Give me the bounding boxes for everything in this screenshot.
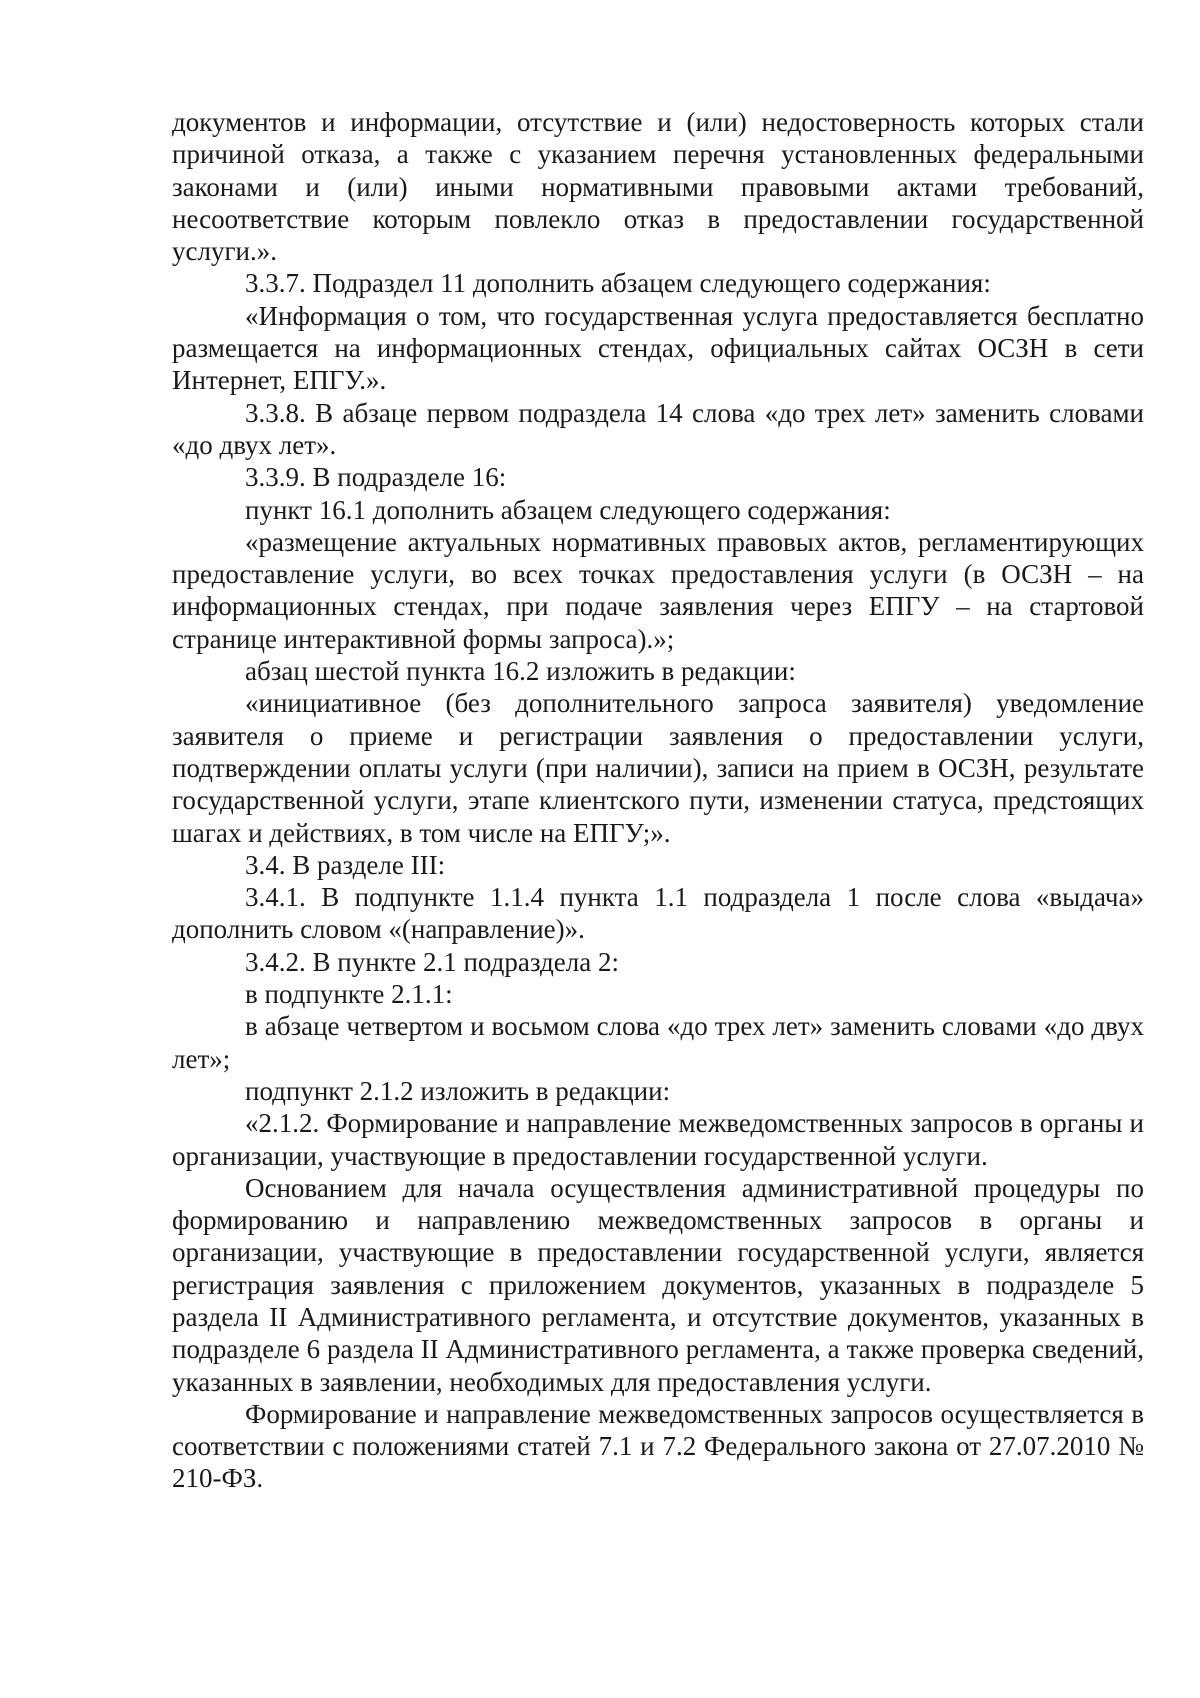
paragraph-placement-acts: «размещение актуальных нормативных правовых актов, регламентирующих предоставление услуги, во всех точках предоставления услуги (в ОСЗН – на информационных стендах, при подаче заявления через ЕПГУ – на стартовой странице интерактивной формы запроса).»; <box>172 526 1144 654</box>
paragraph-continuation: документов и информации, отсутствие и (или) недостоверность которых стали причиной отказа, а также с указанием перечня установленных федеральными законами и (или) иными нормативными правовыми актами требований, несоответствие которым повлекло отказ в предоставлении государственной услуги.». <box>172 107 1144 267</box>
paragraph-point-16-1: пункт 16.1 дополнить абзацем следующего содержания: <box>245 494 891 525</box>
paragraph-3-3-9: 3.3.9. В подразделе 16: <box>245 462 507 493</box>
paragraph-notification: «инициативное (без дополнительного запроса заявителя) уведомление заявителя о приеме и регистрации заявления о предоставлении услуги, подтверждении оплаты услуги (при наличии), записи на прием в ОСЗН, результате государственной услуги, этапе клиентского пути, изменении статуса, предстоящих шагах и действиях, в том числе на ЕПГУ;». <box>172 688 1144 848</box>
paragraph-3-3-7: 3.3.7. Подраздел 11 дополнить абзацем следующего содержания: <box>245 268 991 299</box>
paragraph-2-1-2-heading: «2.1.2. Формирование и направление межведомственных запросов в органы и организации, участвующие в предоставлении государственной услуги. <box>172 1108 1144 1171</box>
document-page <box>172 106 1144 1495</box>
paragraph-subpoint-2-1-1: в подпункте 2.1.1: <box>245 979 453 1010</box>
paragraph-3-4-2: 3.4.2. В пункте 2.1 подраздела 2: <box>245 946 619 977</box>
paragraph-basis-procedure: Основанием для начала осуществления административной процедуры по формированию и направлению межведомственных запросов в органы и организации, участвующие в предоставлении государственной услуги, является регистрация заявления с приложением документов, указанных в подразделе 5 раздела II Административного регламента, и отсутствие документов, указанных в подразделе 6 раздела II Административного регламента, а также проверка сведений, указанных в заявлении, необходимых для предоставления услуги. <box>172 1172 1144 1397</box>
paragraph-information-free-service: «Информация о том, что государственная услуга предоставляется бесплатно размещается на информационных стендах, официальных сайтах ОСЗН в сети Интернет, ЕПГУ.». <box>172 300 1144 396</box>
paragraph-point-16-2: абзац шестой пункта 16.2 изложить в редакции: <box>245 656 796 687</box>
paragraph-3-4-1: 3.4.1. В подпункте 1.1.4 пункта 1.1 подраздела 1 после слова «выдача» дополнить словом «(направление)». <box>172 882 1144 945</box>
paragraph-subpoint-2-1-2: подпункт 2.1.2 изложить в редакции: <box>245 1075 671 1106</box>
paragraph-formation-requests: Формирование и направление межведомственных запросов осуществляется в соответствии с положениями статей 7.1 и 7.2 Федерального закона от 27.07.2010 № 210-ФЗ. <box>172 1398 1144 1494</box>
paragraph-3-4: 3.4. В разделе III: <box>245 849 446 880</box>
paragraph-replace-words: в абзаце четвертом и восьмом слова «до трех лет» заменить словами «до двух лет»; <box>172 1011 1144 1074</box>
paragraph-3-3-8: 3.3.8. В абзаце первом подраздела 14 слова «до трех лет» заменить словами «до двух лет». <box>172 397 1144 460</box>
